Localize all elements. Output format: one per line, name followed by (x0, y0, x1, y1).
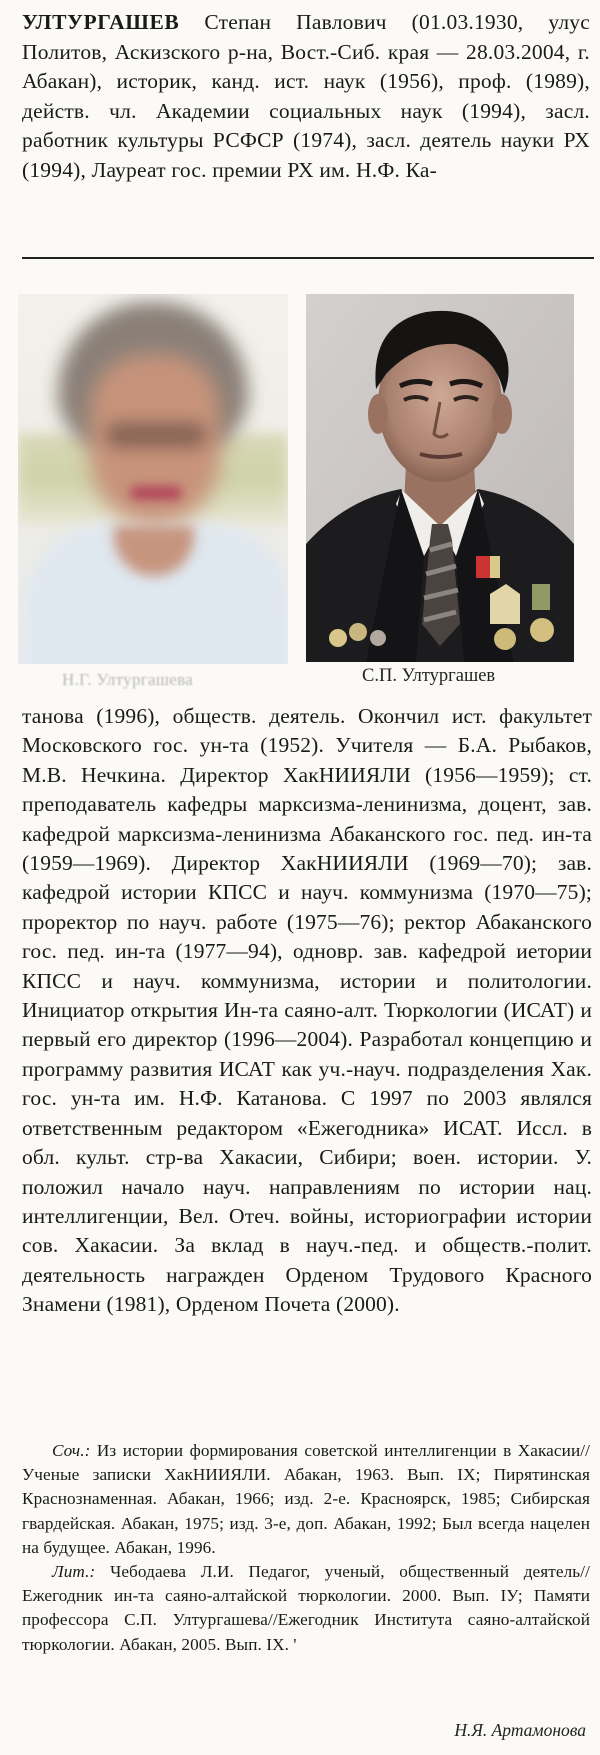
article-author: Н.Я. Артамонова (454, 1720, 586, 1740)
works-label: Соч.: (52, 1441, 91, 1460)
works-text: Из истории формирования советской интеллигенции в Хакасии//Ученые записки ХакНИИЯЛИ. Абакан, 1963. Вып. IX; Пирятинская Краснознаменная. Абакан, 1966; изд. 2-е. Красноярск, 1985; Сибирская гвардейская. Абакан, 1975; изд. 3-е, доп. Абакан, 1992; Был всегда нацелен на будущее. Абакан, 1996. (22, 1441, 590, 1557)
references (22, 1439, 590, 1657)
photo-caption-left: Н.Г. Ултургашева (62, 670, 194, 689)
entry-surname: УЛТУРГАШЕВ (22, 10, 180, 34)
portrait-photo-blurred (18, 294, 288, 664)
entry-body: танова (1996), обществ. деятель. Окончил ист. факультет Московского гос. ун-та (1952). Учителя — Б.А. Рыбаков, М.В. Нечкина. Директор ХакНИИЯЛИ (1956—1959); ст. преподаватель кафедры марксизма-ленинизма, доцент, зав. кафедрой марксизма-ленинизма Абаканского гос. пед. ин-та (1959—1969). Директор ХакНИИЯЛИ (1969—70); зав. кафедрой истории КПСС и науч. коммунизма (1970—75); проректор по науч. работе (1975—76); ректор Абаканского гос. пед. ин-та (1977—94), одновр. зав. кафедрой иетории КПСС и науч. коммунизма, истории и политологии. Инициатор открытия Ин-та саяно-алт. Тюркологии (ИСАТ) и первый его директор (1996—2004). Разработал концепцию и программу развития ИСАТ как уч.-науч. подразделения Хак. гос. ун-та им. Н.Ф. Катанова. С 1997 по 2003 являлся ответственным редактором «Ежегодника» ИСАТ. Иссл. в обл. культ. стр-ва Хакасии, Сибири; воен. истории. У. положил начало науч. направлениям по истории нац. интеллигенции, Вел. Отеч. войны, историографии истории сов. Хакасии. За вклад в науч.-пед. и обществ.-полит. деятельность награжден Орденом Трудового Красного Знамени (1981), Орденом Почета (2000). (22, 704, 592, 1317)
literature-text: Чебодаева Л.И. Педагог, ученый, общественный деятель//Ежегодник ин-та саяно-алтайской тюркологии. 2000. Вып. IУ; Памяти профессора С.П. Ултургашева//Ежегодник Института саяно-алтайской тюркологии. Абакан, 2005. Вып. IX. ' (22, 1562, 590, 1654)
works-reference (22, 1439, 590, 1560)
entry-intro-text: Степан Павлович (01.03.1930, улус Политов, Аскизского р-на, Вост.-Сиб. края — 28.03.2004, г. Абакан), историк, канд. ист. наук (1956), проф. (1989), действ. чл. Академии социальных наук (1994), засл. работник культуры РСФСР (1974), засл. деятель науки РХ (1994), Лауреат гос. премии РХ им. Н.Ф. Ка- (22, 10, 591, 182)
literature-reference (22, 1560, 590, 1657)
photo-caption-right: С.П. Ултургашев (362, 666, 496, 686)
section-divider (22, 257, 594, 259)
entry-intro (22, 8, 590, 185)
portrait-photo-man (306, 294, 574, 662)
literature-label: Лит.: (52, 1562, 96, 1582)
